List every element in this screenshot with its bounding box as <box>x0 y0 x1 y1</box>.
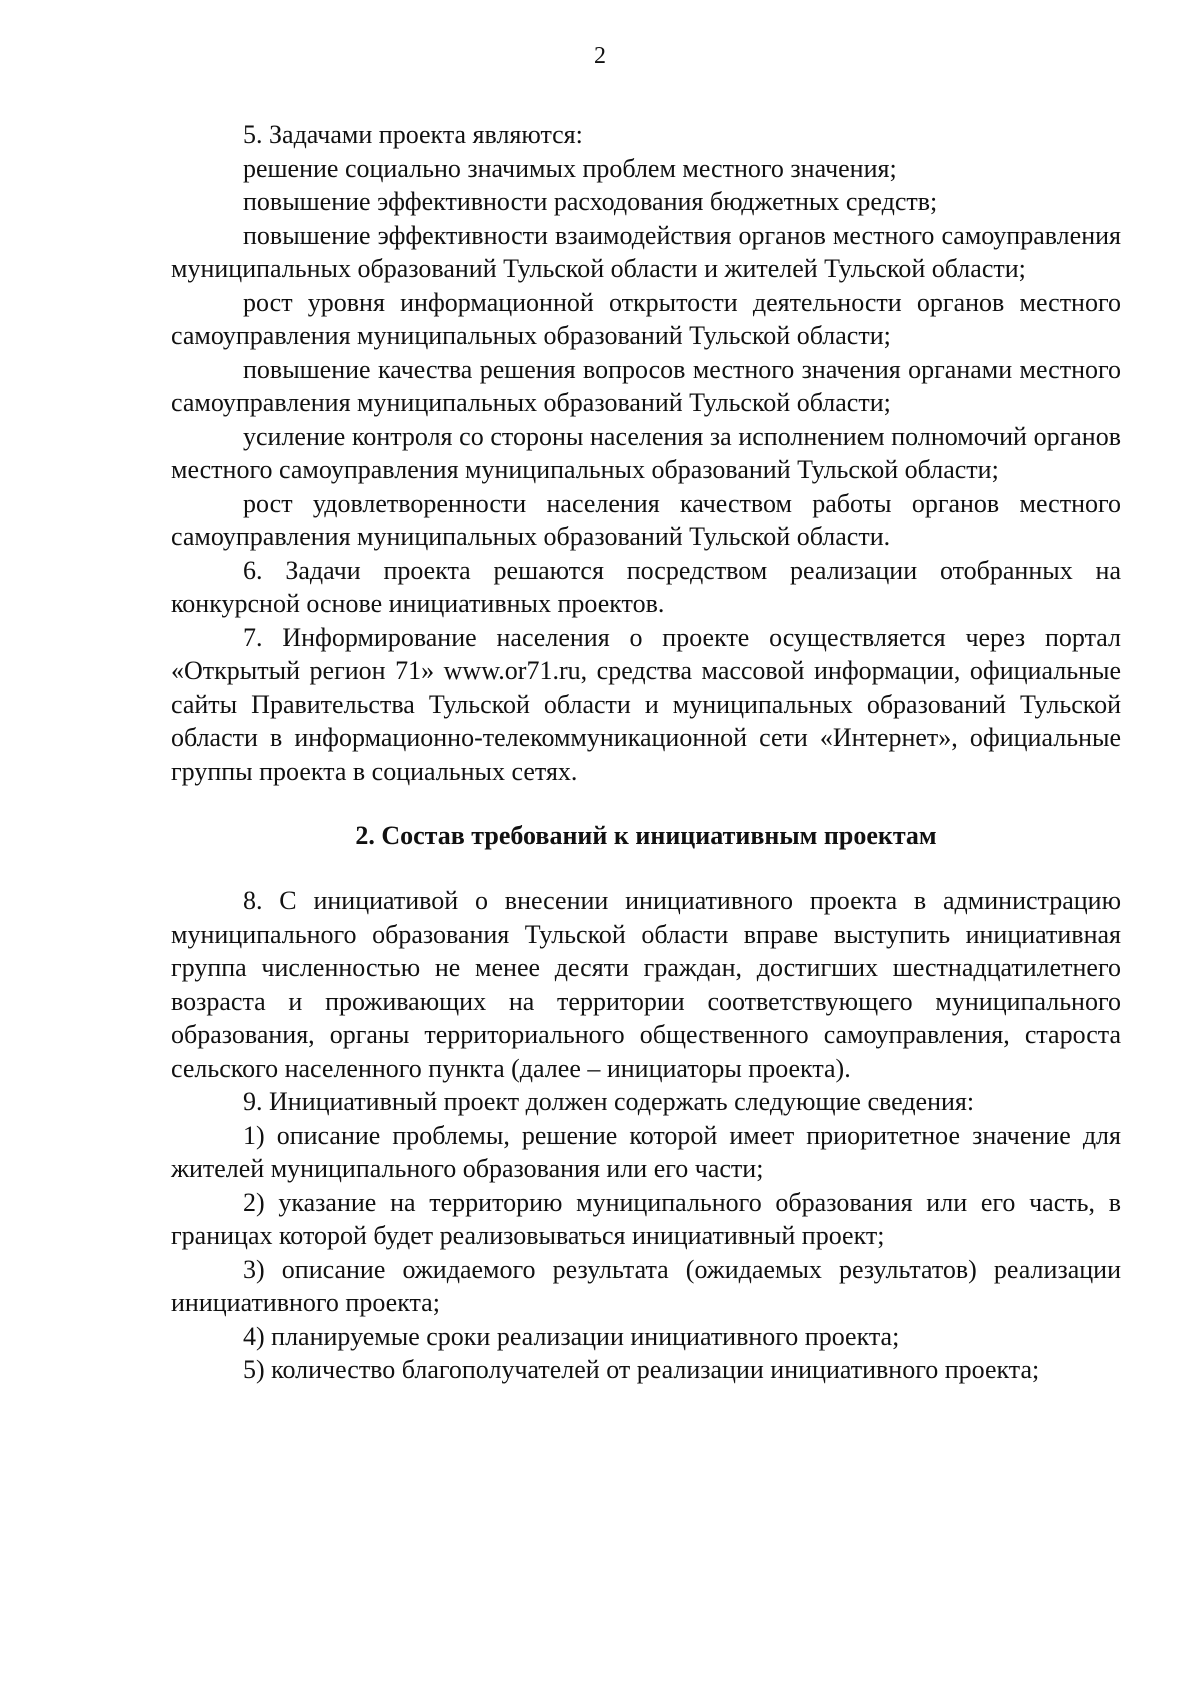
paragraph-tasks-intro: 5. Задачами проекта являются: <box>243 120 583 149</box>
paragraph-item-7: 7. Информирование населения о проекте осуществляется через портал «Открытый регион 71» www.or71.ru, средства массовой информации, официальные сайты Правительства Тульской области и муниципальных образований Тульской области в информационно-телекоммуникационной сети «Интернет», официальные группы проекта в социальных сетях. <box>171 622 1121 786</box>
paragraph-task-control: усиление контроля со стороны населения за исполнением полномочий органов местного самоуправления муниципальных образований Тульской области; <box>171 421 1121 484</box>
paragraph-task-openness: рост уровня информационной открытости деятельности органов местного самоуправления муниципальных образований Тульской области; <box>171 287 1121 350</box>
list-item-3: 3) описание ожидаемого результата (ожидаемых результатов) реализации инициативного проекта; <box>171 1254 1121 1317</box>
paragraph-task-social-problems: решение социально значимых проблем местного значения; <box>243 153 897 183</box>
list-item-2: 2) указание на территорию муниципального образования или его часть, в границах которой будет реализовываться инициативный проект; <box>171 1187 1121 1250</box>
list-item-5: 5) количество благополучателей от реализации инициативного проекта; <box>243 1355 1040 1384</box>
list-item-1: 1) описание проблемы, решение которой имеет приоритетное значение для жителей муниципального образования или его части; <box>171 1120 1121 1183</box>
page-number: 2 <box>594 43 606 69</box>
paragraph-task-interaction: повышение эффективности взаимодействия органов местного самоуправления муниципальных образований Тульской области и жителей Тульской области; <box>171 220 1121 283</box>
paragraph-task-quality: повышение качества решения вопросов местного значения органами местного самоуправления муниципальных образований Тульской области; <box>171 354 1121 417</box>
paragraph-item-6: 6. Задачи проекта решаются посредством реализации отобранных на конкурсной основе инициативных проектов. <box>171 555 1121 618</box>
section-heading: 2. Состав требований к инициативным проектам <box>355 821 937 850</box>
paragraph-task-budget-efficiency: повышение эффективности расходования бюджетных средств; <box>243 187 938 216</box>
paragraph-item-9: 9. Инициативный проект должен содержать следующие сведения: <box>243 1087 975 1116</box>
paragraph-item-8: 8. С инициативой о внесении инициативного проекта в администрацию муниципального образования Тульской области вправе выступить инициативная группа численностью не менее десяти граждан, достигших шестнадцатилетнего возраста и проживающих на территории соответствующего муниципального образования, органы территориального общественного самоуправления, староста сельского населенного пункта (далее – инициаторы проекта). <box>171 886 1121 1083</box>
document-body <box>171 118 1121 1387</box>
paragraph-task-satisfaction: рост удовлетворенности населения качеством работы органов местного самоуправления муниципальных образований Тульской области. <box>171 488 1121 551</box>
list-item-4: 4) планируемые сроки реализации инициативного проекта; <box>243 1321 900 1351</box>
